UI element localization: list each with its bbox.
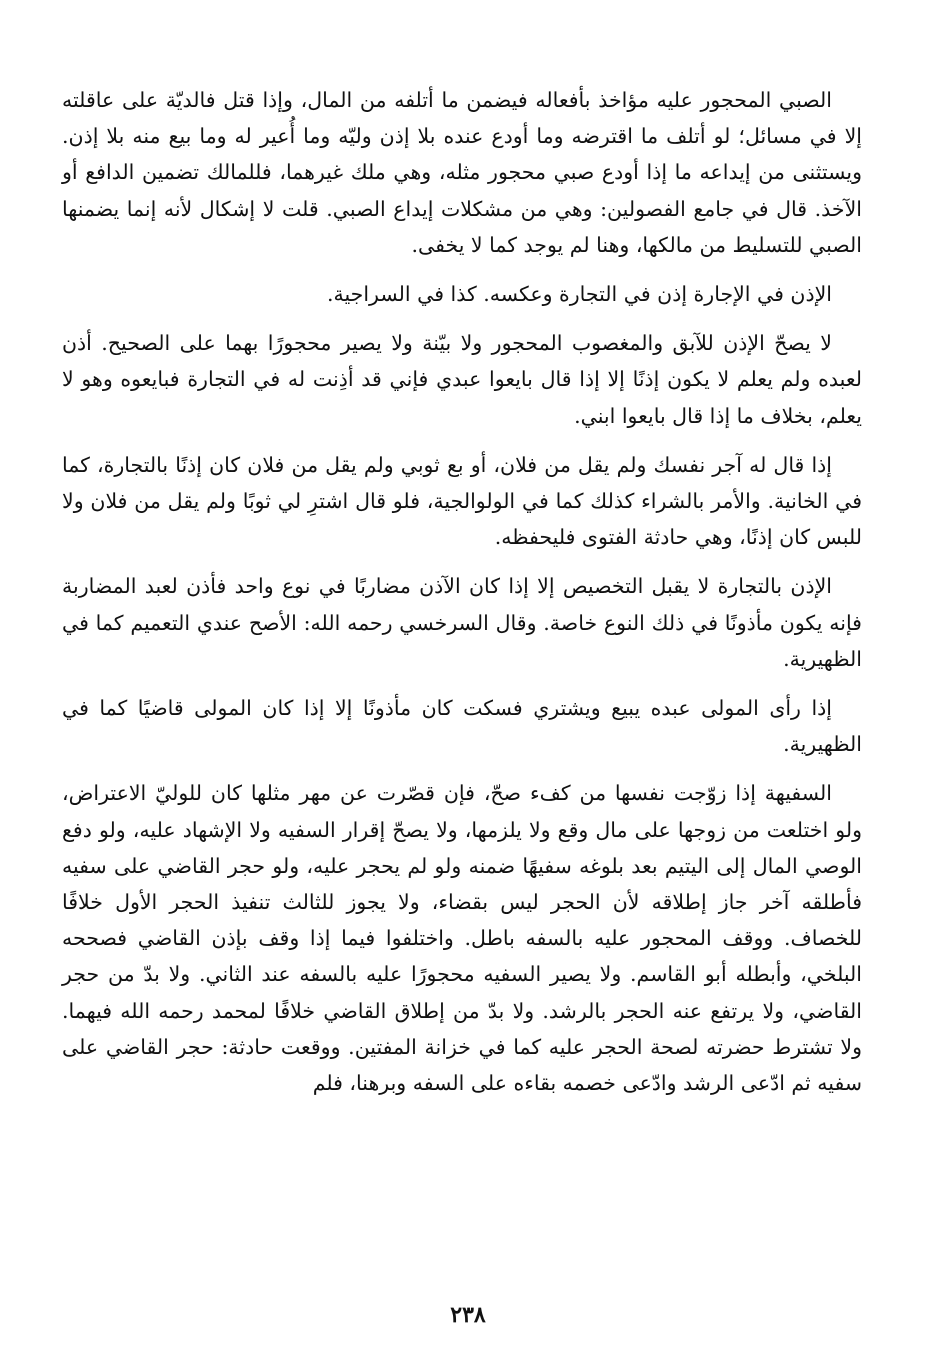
paragraph-1: الصبي المحجور عليه مؤاخذ بأفعاله فيضمن ما أتلفه من المال، وإذا قتل فالديّة على عاقلته إلا في مسائل؛ لو أتلف ما اقترضه وما أودع عنده بلا إذن وليّه وما أُعير له وما بيع منه بلا إذن. ويستثنى من إيداعه ما إذا أودع صبي محجور مثله، وهي ملك غيرهما، فللمالك تضمين الدافع أو الآخذ. قال في جامع الفصولين: وهي من مشكلات إيداع الصبي. قلت لا إشكال لأنه إنما يضمنها الصبي للتسليط من مالكها، وهنا لم يوجد كما لا يخفى. [62, 88, 862, 257]
paragraph-7: السفيهة إذا زوّجت نفسها من كفء صحّ، فإن قصّرت عن مهر مثلها كان للوليّ الاعتراض، ولو اختلعت من زوجها على مال وقع ولا يلزمها، ولا يصحّ إقرار السفيه ولا الإشهاد عليه، ولو دفع الوصي المال إلى اليتيم بعد بلوغه سفيهًا ضمنه ولو لم يحجر عليه، ولو حجر القاضي على سفيه فأطلقه آخر جاز إطلاقه لأن الحجر ليس بقضاء، ولا يجوز للثالث تنفيذ الحجر الأول خلافًا للخصاف. ووقف المحجور عليه بالسفه باطل. واختلفوا فيما إذا وقف بإذن القاضي فصححه البلخي، وأبطله أبو القاسم. ولا يصير السفيه محجورًا عليه بالسفه عند الثاني. ولا بدّ من حجر القاضي، ولا يرتفع عنه الحجر بالرشد. ولا بدّ من إطلاق القاضي خلافًا لمحمد رحمه الله فيهما. ولا تشترط حضرته لصحة الحجر عليه كما في خزانة المفتين. ووقعت حادثة: حجر القاضي على سفيه ثم ادّعى الرشد وادّعى خصمه بقاءه على السفه وبرهنا، فلم [62, 781, 862, 1096]
page-number: ٢٣٨ [450, 1302, 486, 1328]
paragraph-2: الإذن في الإجارة إذن في التجارة وعكسه. كذا في السراجية. [326, 282, 832, 307]
paragraph-5: الإذن بالتجارة لا يقبل التخصيص إلا إذا كان الآذن مضاربًا في نوع واحد فأذن لعبد المضاربة فإنه يكون مأذونًا في ذلك النوع خاصة. وقال السرخسي رحمه الله: الأصح عندي التعميم كما في الظهيرية. [62, 574, 862, 671]
paragraph-6: إذا رأى المولى عبده يبيع ويشتري فسكت كان مأذونًا إلا إذا كان المولى قاضيًا كما في الظهيرية. [62, 696, 862, 757]
text-body [62, 82, 862, 1114]
paragraph-4: إذا قال له آجر نفسك ولم يقل من فلان، أو بع ثوبي ولم يقل من فلان كان إذنًا بالتجارة، كما في الخانية. والأمر بالشراء كذلك كما في الولوالجية، فلو قال اشترِ لي ثوبًا ولم يقل من فلان ولا للبس كان إذنًا، وهي حادثة الفتوى فليحفظه. [62, 452, 862, 550]
paragraph-3: لا يصحّ الإذن للآبق والمغصوب المحجور ولا بيّنة ولا يصير محجورًا بهما على الصحيح. أذن لعبده ولم يعلم لا يكون إذنًا إلا إذا قال بايعوا عبدي فإني قد أذِنت له في التجارة فبايعوه وهو لا يعلم، بخلاف ما إذا قال بايعوا ابني. [62, 331, 862, 428]
